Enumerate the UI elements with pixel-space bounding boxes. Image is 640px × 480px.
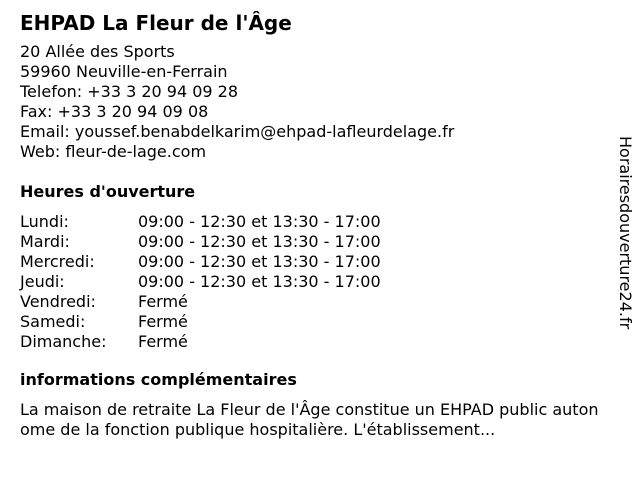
web-line: Web: fleur-de-lage.com <box>20 142 207 161</box>
time-value: Fermé <box>138 332 188 351</box>
time-value: 09:00 - 12:30 et 13:30 - 17:00 <box>138 232 381 251</box>
time-value: Fermé <box>138 292 188 311</box>
phone-line: Telefon: +33 3 20 94 09 28 <box>20 82 239 101</box>
day-label: Vendredi: <box>20 292 96 311</box>
hours-row-monday <box>20 212 610 232</box>
time-value: 09:00 - 12:30 et 13:30 - 17:00 <box>138 272 381 291</box>
time-value: 09:00 - 12:30 et 13:30 - 17:00 <box>138 212 381 231</box>
day-label: Samedi: <box>20 312 86 331</box>
business-card <box>20 10 610 440</box>
hours-row-tuesday <box>20 232 610 252</box>
watermark-text: Horairesdouverture24.fr <box>616 136 635 330</box>
day-label: Mercredi: <box>20 252 95 271</box>
business-name: EHPAD La Fleur de l'Âge <box>20 11 292 35</box>
hours-row-saturday <box>20 312 610 332</box>
info-heading: informations complémentaires <box>20 370 297 389</box>
hours-row-sunday <box>20 332 610 352</box>
day-label: Dimanche: <box>20 332 107 351</box>
day-label: Mardi: <box>20 232 70 251</box>
hours-table <box>20 212 610 352</box>
info-description: La maison de retraite La Fleur de l'Âge constitue un EHPAD public autonome de la fonction publique hospitalière. L'établissement... <box>20 400 599 439</box>
address-line-2: 59960 Neuville-en-Ferrain <box>20 62 228 81</box>
day-label: Lundi: <box>20 212 69 231</box>
address-line-1: 20 Allée des Sports <box>20 42 175 61</box>
hours-row-thursday <box>20 272 610 292</box>
watermark <box>610 136 640 376</box>
hours-row-friday <box>20 292 610 312</box>
hours-heading: Heures d'ouverture <box>20 182 196 201</box>
day-label: Jeudi: <box>20 272 65 291</box>
time-value: 09:00 - 12:30 et 13:30 - 17:00 <box>138 252 381 271</box>
fax-line: Fax: +33 3 20 94 09 08 <box>20 102 209 121</box>
time-value: Fermé <box>138 312 188 331</box>
hours-row-wednesday <box>20 252 610 272</box>
email-line: Email: youssef.benabdelkarim@ehpad-lafleurdelage.fr <box>20 122 455 141</box>
